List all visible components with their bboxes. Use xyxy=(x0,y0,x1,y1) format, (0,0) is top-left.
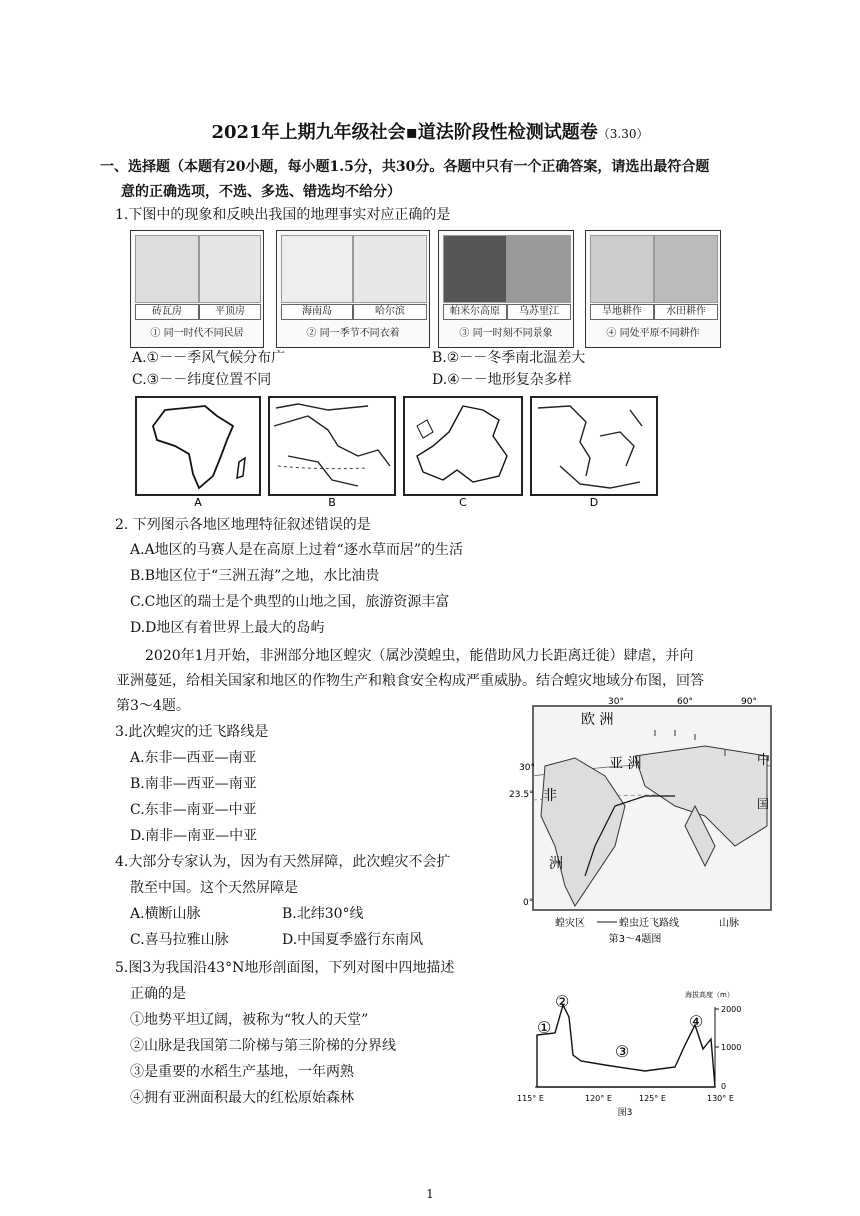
map-b xyxy=(268,396,396,508)
q5-item-3: ③是重要的水稻生产基地，一年两熟 xyxy=(130,1064,354,1080)
q2-stem: 2. 下列图示各地区地理特征叙述错误的是 xyxy=(115,517,371,533)
q1-panel-3: 帕米尔高原 乌苏里江 ③ 同一时刻不同景象 xyxy=(438,230,574,348)
svg-text:海拔高度（m）: 海拔高度（m） xyxy=(685,991,734,999)
svg-text:130° E: 130° E xyxy=(707,1094,734,1103)
q5-stem: 5.图3为我国沿43°N地形剖面图，下列对图中四地描述 xyxy=(115,960,455,976)
q1-panel-1: 砖瓦房 平顶房 ① 同一时代不同民居 xyxy=(130,230,264,348)
q5-item-4: ④拥有亚洲面积最大的红松原始森林 xyxy=(130,1090,354,1106)
svg-text:非: 非 xyxy=(543,788,557,804)
q4-stem: 4.大部分专家认为，因为有天然屏障，此次蝗灾不会扩 xyxy=(115,854,451,870)
map-c xyxy=(403,396,523,508)
page-title: 2021年上期九年级社会▪道法阶段性检测试题卷（3.30） xyxy=(211,122,649,143)
q1-option-b: B.②－－冬季南北温差大 xyxy=(432,350,586,366)
svg-text:23.5°: 23.5° xyxy=(509,790,534,800)
svg-text:30°: 30° xyxy=(519,763,535,773)
svg-text:第3～4题图: 第3～4题图 xyxy=(608,934,662,945)
passage-line-1: 2020年1月开始，非洲部分地区蝗灾（属沙漠蝗虫，能借助风力长距离迁徙）肆虐，并向 xyxy=(145,648,694,664)
q1-stem: 1.下图中的现象和反映出我国的地理事实对应正确的是 xyxy=(115,207,451,223)
map-d xyxy=(530,396,658,508)
q3-option-a: A.东非—西亚—南亚 xyxy=(130,750,257,766)
svg-text:125° E: 125° E xyxy=(639,1094,666,1103)
svg-text:A: A xyxy=(194,496,202,508)
q3-stem: 3.此次蝗灾的迁飞路线是 xyxy=(115,724,269,740)
q3-option-b: B.南非—西亚—南亚 xyxy=(130,776,257,792)
q4-stem-cont: 散至中国。这个天然屏障是 xyxy=(130,880,298,896)
svg-text:0°: 0° xyxy=(523,898,534,908)
svg-text:②: ② xyxy=(555,992,570,1011)
q2-option-d: D.D地区有着世界上最大的岛屿 xyxy=(130,620,325,636)
terrain-profile xyxy=(515,985,760,1125)
q4-option-a: A.横断山脉 xyxy=(130,906,201,922)
q4-option-c: C.喜马拉雅山脉 xyxy=(130,932,229,948)
svg-text:1000: 1000 xyxy=(721,1043,742,1052)
q1-panel-4: 旱地耕作 水田耕作 ④ 同处平原不同耕作 xyxy=(585,230,721,348)
svg-text:30°: 30° xyxy=(608,697,624,707)
svg-text:山脉: 山脉 xyxy=(719,918,739,929)
svg-text:①: ① xyxy=(537,1018,552,1037)
svg-text:④: ④ xyxy=(689,1012,704,1031)
svg-text:90°: 90° xyxy=(741,697,757,707)
svg-text:图3: 图3 xyxy=(617,1108,633,1118)
svg-text:0: 0 xyxy=(721,1082,727,1091)
svg-text:蝗灾区: 蝗灾区 xyxy=(555,918,585,929)
svg-text:120° E: 120° E xyxy=(585,1094,612,1103)
q4-option-b: B.北纬30°线 xyxy=(282,906,364,922)
q1-option-c: C.③－－纬度位置不同 xyxy=(132,372,272,388)
svg-text:B: B xyxy=(328,496,336,508)
svg-text:亚 洲: 亚 洲 xyxy=(609,756,642,772)
svg-text:60°: 60° xyxy=(677,697,693,707)
svg-text:2000: 2000 xyxy=(721,1005,742,1014)
q3-option-d: D.南非—南亚—中亚 xyxy=(130,828,258,844)
q5-stem-cont: 正确的是 xyxy=(130,986,186,1002)
q5-item-2: ②山脉是我国第二阶梯与第三阶梯的分界线 xyxy=(130,1038,396,1054)
q4-option-d: D.中国夏季盛行东南风 xyxy=(282,932,424,948)
q1-option-d: D.④－－地形复杂多样 xyxy=(432,372,572,388)
locust-map xyxy=(505,696,775,946)
svg-text:中: 中 xyxy=(757,753,771,768)
svg-text:D: D xyxy=(589,496,599,508)
q5-item-1: ①地势平坦辽阔，被称为“牧人的天堂” xyxy=(130,1012,369,1028)
section-heading: 一、选择题（本题有20小题，每小题1.5分，共30分。各题中只有一个正确答案，请选出最符合题 xyxy=(100,159,710,175)
q2-option-a: A.A地区的马赛人是在高原上过着“逐水草而居”的生活 xyxy=(130,542,463,558)
svg-text:115° E: 115° E xyxy=(517,1094,544,1103)
q2-option-c: C.C地区的瑞士是个典型的山地之国，旅游资源丰富 xyxy=(130,594,450,610)
q2-option-b: B.B地区位于“三洲五海”之地，水比油贵 xyxy=(130,568,380,584)
q1-option-a: A.①－－季风气候分布广 xyxy=(132,350,286,366)
q1-panel-2: 海南岛 哈尔滨 ② 同一季节不同衣着 xyxy=(276,230,430,348)
svg-text:蝗虫迁飞路线: 蝗虫迁飞路线 xyxy=(619,918,679,929)
svg-text:国: 国 xyxy=(757,797,770,811)
page-number: 1 xyxy=(426,1187,434,1201)
svg-text:洲: 洲 xyxy=(549,856,563,872)
map-a xyxy=(135,396,261,508)
svg-text:③: ③ xyxy=(615,1042,630,1061)
q3-option-c: C.东非—南亚—中亚 xyxy=(130,802,257,818)
passage-line-2: 亚洲蔓延，给相关国家和地区的作物生产和粮食安全构成严重威胁。结合蝗灾地域分布图，回答 xyxy=(116,673,704,689)
passage-line-3: 第3～4题。 xyxy=(116,698,190,714)
svg-text:欧 洲: 欧 洲 xyxy=(581,712,614,728)
svg-text:C: C xyxy=(459,496,467,508)
section-heading-cont: 意的正确选项，不选、多选、错选均不给分） xyxy=(121,184,401,200)
